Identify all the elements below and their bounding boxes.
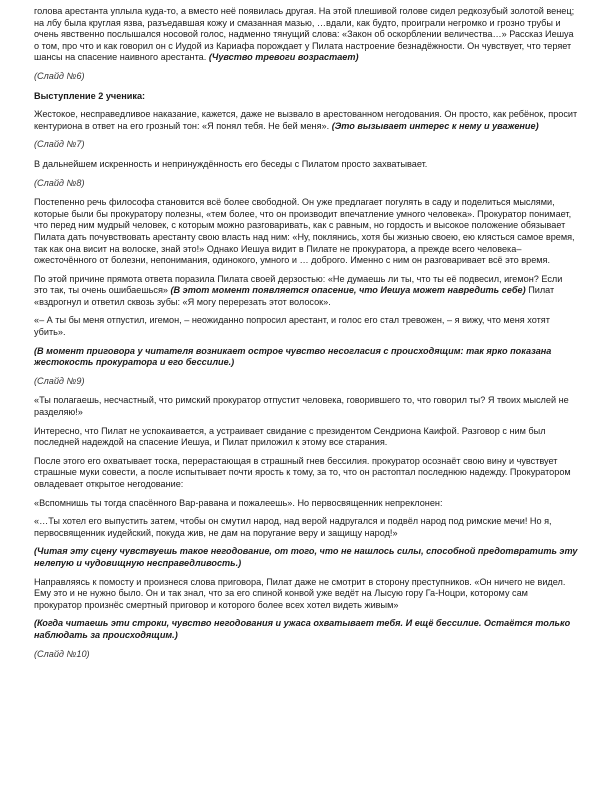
paragraph bbox=[34, 618, 578, 641]
slide-reference: (Слайд №6) bbox=[34, 70, 85, 81]
slide-reference: (Слайд №10) bbox=[34, 648, 90, 659]
slide-reference: (Слайд №9) bbox=[34, 375, 85, 386]
slide-reference: (Слайд №8) bbox=[34, 177, 85, 188]
paragraph-text: После этого его охватывает тоска, перерастающая в страшный гнев бессилия. прокуратор осознаёт свою вину и чувствует страшные муки совести, а после испытывает почти ярость к тому, за то, что он растоптал последнюю надежду. Прокуратором овладевает открытое негодование: bbox=[34, 455, 571, 489]
paragraph bbox=[34, 546, 578, 569]
reader-reaction-note: (Это вызывает интерес к нему и уважение) bbox=[331, 120, 539, 131]
paragraph-text: Направляясь к помосту и произнеся слова приговора, Пилат даже не смотрит в сторону преступников. «Он ничего не видел. Ему это и не нужно было. Он и так знал, что за его спиной конвой уже ведёт на Лысую гору Га-Ноцри, которому сам прокуратор произнёс смертный приговор и которого более всех хотел видеть живым» bbox=[34, 576, 566, 610]
paragraph bbox=[34, 315, 578, 338]
paragraph-text: В дальнейшем искренность и непринуждённость его беседы с Пилатом просто захватывает. bbox=[34, 158, 428, 169]
section-heading: Выступление 2 ученика: bbox=[34, 90, 146, 101]
paragraph bbox=[34, 577, 578, 612]
paragraph bbox=[34, 109, 578, 132]
paragraph-text: «Вспомнишь ты тогда спасённого Вар-равана и пожалеешь». Но первосвященник непреклонен: bbox=[34, 497, 443, 508]
paragraph bbox=[34, 197, 578, 267]
reader-reaction-note: (Когда читаешь эти строки, чувство негодования и ужаса охватывает тебя. И ещё бессилие. Остаётся только наблюдать за происходящим.) bbox=[34, 618, 571, 640]
paragraph-text: По этой причине прямота ответа поразила Пилата своей дерзостью: «Не думаешь ли ты, что ты её подвесил, игемон? Если это так, ты очень ошибаешься» bbox=[34, 273, 563, 296]
reader-reaction-note: (Чувство тревоги возрастает) bbox=[208, 52, 359, 63]
paragraph bbox=[34, 426, 578, 449]
paragraph bbox=[34, 456, 578, 491]
paragraph-text: «…Ты хотел его выпустить затем, чтобы он смутил народ, над верой надругался и подвёл народ под римские мечи! Но я, первосвященник иудейский, покуда жив, не дам на поругание веру и защищу народ!» bbox=[34, 516, 552, 538]
paragraph-text: голова арестанта уплыла куда-то, а вместо неё появилась другая. На этой плешивой голове сидел редкозубый золотой венец; на лбу была круглая язва, разъедавшая кожу и смазанная мазью, …вдали, как будто, проиграли негромко и грозно трубы и очень явственно послышался носовой голос, надменно тянущий слова: «Закон об оскорблении величества…» Рассказ Иешуа о том, про что и как говорил он с Иудой из Кариафа порождает у Пилата настроение безнадёжности. Он чувствует, что теряет шансы на спасение наивного арестанта. bbox=[34, 6, 575, 63]
reader-reaction-note: (В момент приговора у читателя возникает острое чувство несогласия с происходящим: так ярко показана жестокость прокуратора и его бессилие.) bbox=[34, 345, 552, 368]
slide-reference: (Слайд №7) bbox=[34, 139, 85, 150]
paragraph-text: Постепенно речь философа становится всё более свободной. Он уже предлагает погулять в саду и поделиться мыслями, которые были бы прокуратору полезны, «тем более, что он производит впечатление умного человека». Прокуратор понимает, что перед ним мудрый человек, с которым можно разговаривать, как с равным, но гордость и высокое положение обязывает Пилата дать почувствовать арестанту свою власть над ним: «Ну, поклянись, хотя бы жизнью своею, ею клясться самое время, так как она висит на волоске, знай это!» Однако Иешуа видит в Пилате не прокуратора, а прежде всего человека– ожесточённого от болезни, непонимания, одинокого, умного и … доброго. Именно с ним он разговаривает всё это время. bbox=[34, 197, 575, 266]
paragraph bbox=[34, 274, 578, 309]
paragraph-text: Жестокое, несправедливое наказание, кажется, даже не вызвало в арестованном негодования. Он просто, как ребёнок, просит кентуриона в ответ на его грозный тон: «Я понял тебя. Не бей меня». bbox=[34, 109, 578, 131]
paragraph bbox=[34, 516, 578, 539]
reader-reaction-note: (Читая эту сцену чувствуешь такое негодование, от того, что не нашлось силы, способной предотвратить эту нелепую и чудовищную несправедливость.) bbox=[34, 546, 578, 568]
paragraph-text: Интересно, что Пилат не успокаивается, а устраивает свидание с президентом Сендриона Каифой. Разговор с ним был последней надеждой на спасение Иешуа, и Пилат приложил к этому все старания. bbox=[34, 425, 546, 448]
reader-reaction-note: (В этот момент появляется опасение, что Иешуа может навредить себе) bbox=[170, 285, 526, 296]
paragraph-text: «Ты полагаешь, несчастный, что римский прокуратор отпустит человека, говорившего то, что говорил ты? Я твоих мыслей не разделяю!» bbox=[34, 395, 569, 418]
paragraph bbox=[34, 159, 578, 171]
paragraph bbox=[34, 498, 578, 510]
paragraph bbox=[34, 346, 578, 369]
paragraph-text: Пилат «вздрогнул и ответил сквозь зубы: «Я могу перерезать этот волосок». bbox=[34, 285, 555, 307]
paragraph bbox=[34, 395, 578, 418]
paragraph-text: «– А ты бы меня отпустил, игемон, – неожиданно попросил арестант, и голос его стал тревожен, – я вижу, что меня хотят убить». bbox=[34, 315, 550, 338]
paragraph bbox=[34, 6, 578, 64]
